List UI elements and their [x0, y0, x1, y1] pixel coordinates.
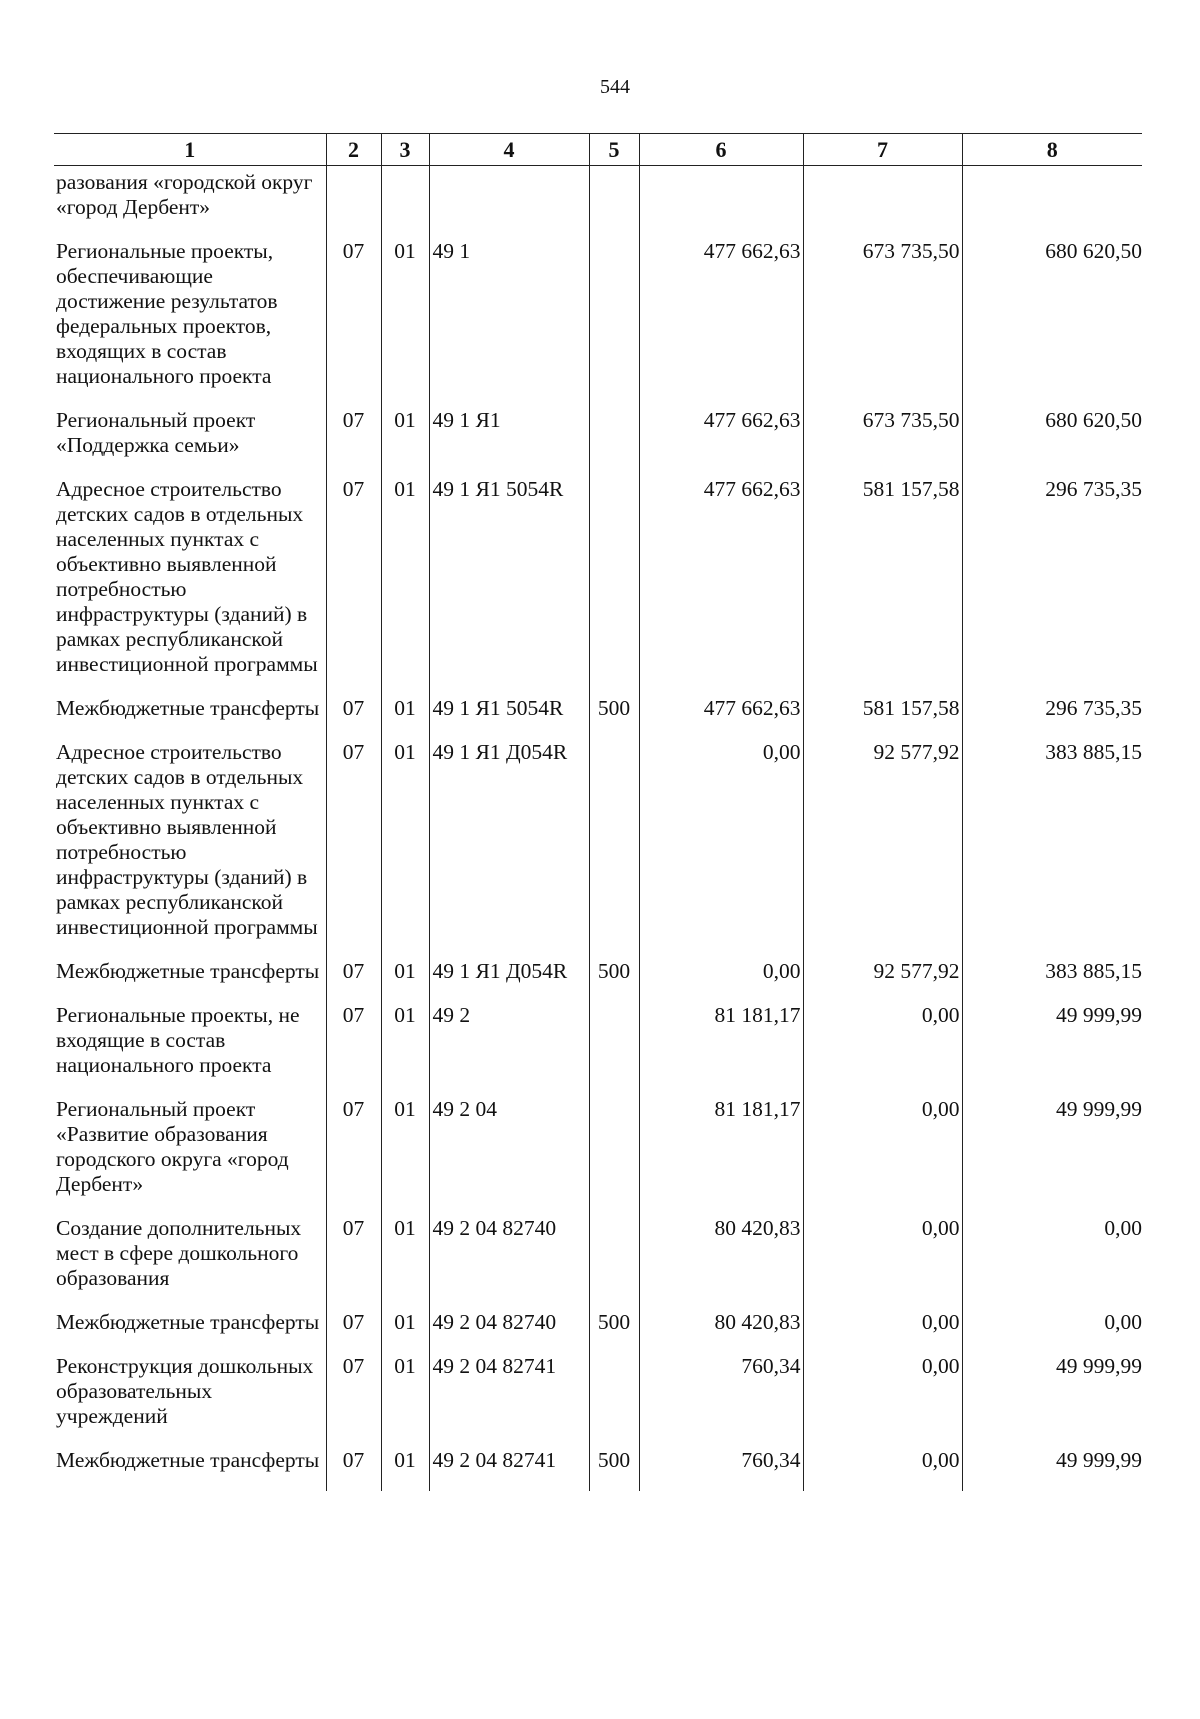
- row-name-cell: Региональные проекты, не входящие в состав национального проекта: [56, 1003, 300, 1077]
- column-header: 6: [639, 134, 803, 166]
- amount-col7-cell: 0,00: [803, 1354, 962, 1448]
- amount-col8-cell: 49 999,99: [962, 1354, 1142, 1448]
- expense-type-cell: 500: [589, 696, 639, 740]
- amount-col8-cell: 0,00: [962, 1310, 1142, 1354]
- amount-col7-cell: 92 577,92: [803, 740, 962, 959]
- table-row: [54, 1354, 1142, 1448]
- section-code-cell: 07: [326, 1448, 381, 1491]
- amount-col7-cell: 0,00: [803, 1216, 962, 1310]
- expense-type-cell: [589, 166, 639, 240]
- section-code-cell: 07: [326, 1354, 381, 1448]
- amount-col8-cell: 49 999,99: [962, 1003, 1142, 1097]
- subsection-code-cell: 01: [381, 696, 429, 740]
- amount-col6-cell: 0,00: [639, 959, 803, 1003]
- expense-type-cell: [589, 1354, 639, 1448]
- target-article-cell: 49 1 Я1 5054R: [429, 696, 589, 740]
- section-code-cell: 07: [326, 959, 381, 1003]
- table-row: [54, 477, 1142, 696]
- amount-col6-cell: 477 662,63: [639, 477, 803, 696]
- amount-col6-cell: 80 420,83: [639, 1310, 803, 1354]
- expense-type-cell: [589, 408, 639, 477]
- section-code-cell: 07: [326, 696, 381, 740]
- subsection-code-cell: 01: [381, 1354, 429, 1448]
- row-name-cell: Создание дополнительных мест в сфере дошкольного образования: [56, 1216, 302, 1290]
- subsection-code-cell: 01: [381, 477, 429, 696]
- amount-col8-cell: 680 620,50: [962, 408, 1142, 477]
- section-code-cell: 07: [326, 1216, 381, 1310]
- amount-col6-cell: [639, 166, 803, 240]
- table-body: [54, 166, 1142, 1492]
- section-code-cell: 07: [326, 1003, 381, 1097]
- table-row: [54, 959, 1142, 1003]
- amount-col6-cell: 477 662,63: [639, 696, 803, 740]
- column-header: 7: [803, 134, 962, 166]
- target-article-cell: 49 2: [429, 1003, 589, 1097]
- amount-col7-cell: 673 735,50: [803, 239, 962, 408]
- subsection-code-cell: 01: [381, 408, 429, 477]
- row-name-cell: Региональный проект «Развитие образования городского округа «город Дербент»: [56, 1097, 289, 1196]
- amount-col6-cell: 477 662,63: [639, 408, 803, 477]
- subsection-code-cell: 01: [381, 1097, 429, 1216]
- row-name-cell: Региональные проекты, обеспечивающие достижение результатов федеральных проектов, входящих в состав национального проекта: [56, 239, 278, 388]
- expense-type-cell: 500: [589, 1310, 639, 1354]
- section-code-cell: 07: [326, 408, 381, 477]
- row-name-cell: разования «городской округ «город Дербент»: [56, 170, 313, 219]
- amount-col8-cell: [962, 166, 1142, 240]
- expense-type-cell: [589, 1003, 639, 1097]
- table-row: [54, 1003, 1142, 1097]
- table-row: [54, 1310, 1142, 1354]
- subsection-code-cell: 01: [381, 1216, 429, 1310]
- header-row: [54, 134, 1142, 166]
- table-row: [54, 1216, 1142, 1310]
- expense-type-cell: 500: [589, 959, 639, 1003]
- subsection-code-cell: 01: [381, 740, 429, 959]
- column-header: 1: [54, 134, 326, 166]
- amount-col8-cell: 49 999,99: [962, 1448, 1142, 1491]
- target-article-cell: 49 1 Я1 5054R: [429, 477, 589, 696]
- expense-type-cell: [589, 740, 639, 959]
- amount-col7-cell: [803, 166, 962, 240]
- section-code-cell: 07: [326, 1097, 381, 1216]
- table-row: [54, 696, 1142, 740]
- amount-col8-cell: 383 885,15: [962, 740, 1142, 959]
- amount-col6-cell: 80 420,83: [639, 1216, 803, 1310]
- row-name-cell: Адресное строительство детских садов в отдельных населенных пунктах с объективно выявленной потребностью инфраструктуры (зданий) в рамках республиканской инвестиционной программы: [56, 477, 318, 676]
- section-code-cell: 07: [326, 1310, 381, 1354]
- target-article-cell: 49 2 04: [429, 1097, 589, 1216]
- amount-col8-cell: 296 735,35: [962, 696, 1142, 740]
- amount-col8-cell: 383 885,15: [962, 959, 1142, 1003]
- page-number: 544: [600, 76, 630, 98]
- amount-col7-cell: 673 735,50: [803, 408, 962, 477]
- subsection-code-cell: [381, 166, 429, 240]
- budget-table: [54, 133, 1142, 1491]
- amount-col7-cell: 581 157,58: [803, 477, 962, 696]
- expense-type-cell: [589, 477, 639, 696]
- target-article-cell: 49 2 04 82740: [429, 1216, 589, 1310]
- amount-col8-cell: 680 620,50: [962, 239, 1142, 408]
- column-header: 8: [962, 134, 1142, 166]
- expense-type-cell: 500: [589, 1448, 639, 1491]
- table-row: [54, 166, 1142, 240]
- section-code-cell: [326, 166, 381, 240]
- amount-col7-cell: 0,00: [803, 1310, 962, 1354]
- expense-type-cell: [589, 1216, 639, 1310]
- section-code-cell: 07: [326, 477, 381, 696]
- subsection-code-cell: 01: [381, 1003, 429, 1097]
- row-name-cell: Межбюджетные трансферты: [56, 696, 320, 720]
- target-article-cell: 49 2 04 82741: [429, 1448, 589, 1491]
- expense-type-cell: [589, 239, 639, 408]
- column-header: 3: [381, 134, 429, 166]
- table-row: [54, 740, 1142, 959]
- row-name-cell: Региональный проект «Поддержка семьи»: [56, 408, 256, 457]
- target-article-cell: 49 1 Я1 Д054R: [429, 959, 589, 1003]
- amount-col7-cell: 0,00: [803, 1448, 962, 1491]
- amount-col6-cell: 81 181,17: [639, 1097, 803, 1216]
- amount-col6-cell: 760,34: [639, 1354, 803, 1448]
- target-article-cell: 49 1 Я1 Д054R: [429, 740, 589, 959]
- table-row: [54, 1097, 1142, 1216]
- column-header: 4: [429, 134, 589, 166]
- amount-col6-cell: 760,34: [639, 1448, 803, 1491]
- amount-col8-cell: 49 999,99: [962, 1097, 1142, 1216]
- row-name-cell: Адресное строительство детских садов в отдельных населенных пунктах с объективно выявленной потребностью инфраструктуры (зданий) в рамках республиканской инвестиционной программы: [56, 740, 318, 939]
- amount-col7-cell: 0,00: [803, 1003, 962, 1097]
- table-row: [54, 239, 1142, 408]
- column-header: 2: [326, 134, 381, 166]
- subsection-code-cell: 01: [381, 1448, 429, 1491]
- row-name-cell: Межбюджетные трансферты: [56, 1448, 320, 1472]
- row-name-cell: Межбюджетные трансферты: [56, 959, 320, 983]
- section-code-cell: 07: [326, 239, 381, 408]
- amount-col7-cell: 581 157,58: [803, 696, 962, 740]
- amount-col6-cell: 0,00: [639, 740, 803, 959]
- target-article-cell: [429, 166, 589, 240]
- target-article-cell: 49 1 Я1: [429, 408, 589, 477]
- row-name-cell: Реконструкция дошкольных образовательных учреждений: [56, 1354, 314, 1428]
- amount-col7-cell: 0,00: [803, 1097, 962, 1216]
- expense-type-cell: [589, 1097, 639, 1216]
- section-code-cell: 07: [326, 740, 381, 959]
- target-article-cell: 49 2 04 82741: [429, 1354, 589, 1448]
- table-row: [54, 1448, 1142, 1491]
- table-row: [54, 408, 1142, 477]
- target-article-cell: 49 2 04 82740: [429, 1310, 589, 1354]
- amount-col7-cell: 92 577,92: [803, 959, 962, 1003]
- amount-col6-cell: 477 662,63: [639, 239, 803, 408]
- amount-col6-cell: 81 181,17: [639, 1003, 803, 1097]
- amount-col8-cell: 0,00: [962, 1216, 1142, 1310]
- subsection-code-cell: 01: [381, 959, 429, 1003]
- subsection-code-cell: 01: [381, 1310, 429, 1354]
- column-header: 5: [589, 134, 639, 166]
- target-article-cell: 49 1: [429, 239, 589, 408]
- subsection-code-cell: 01: [381, 239, 429, 408]
- row-name-cell: Межбюджетные трансферты: [56, 1310, 320, 1334]
- amount-col8-cell: 296 735,35: [962, 477, 1142, 696]
